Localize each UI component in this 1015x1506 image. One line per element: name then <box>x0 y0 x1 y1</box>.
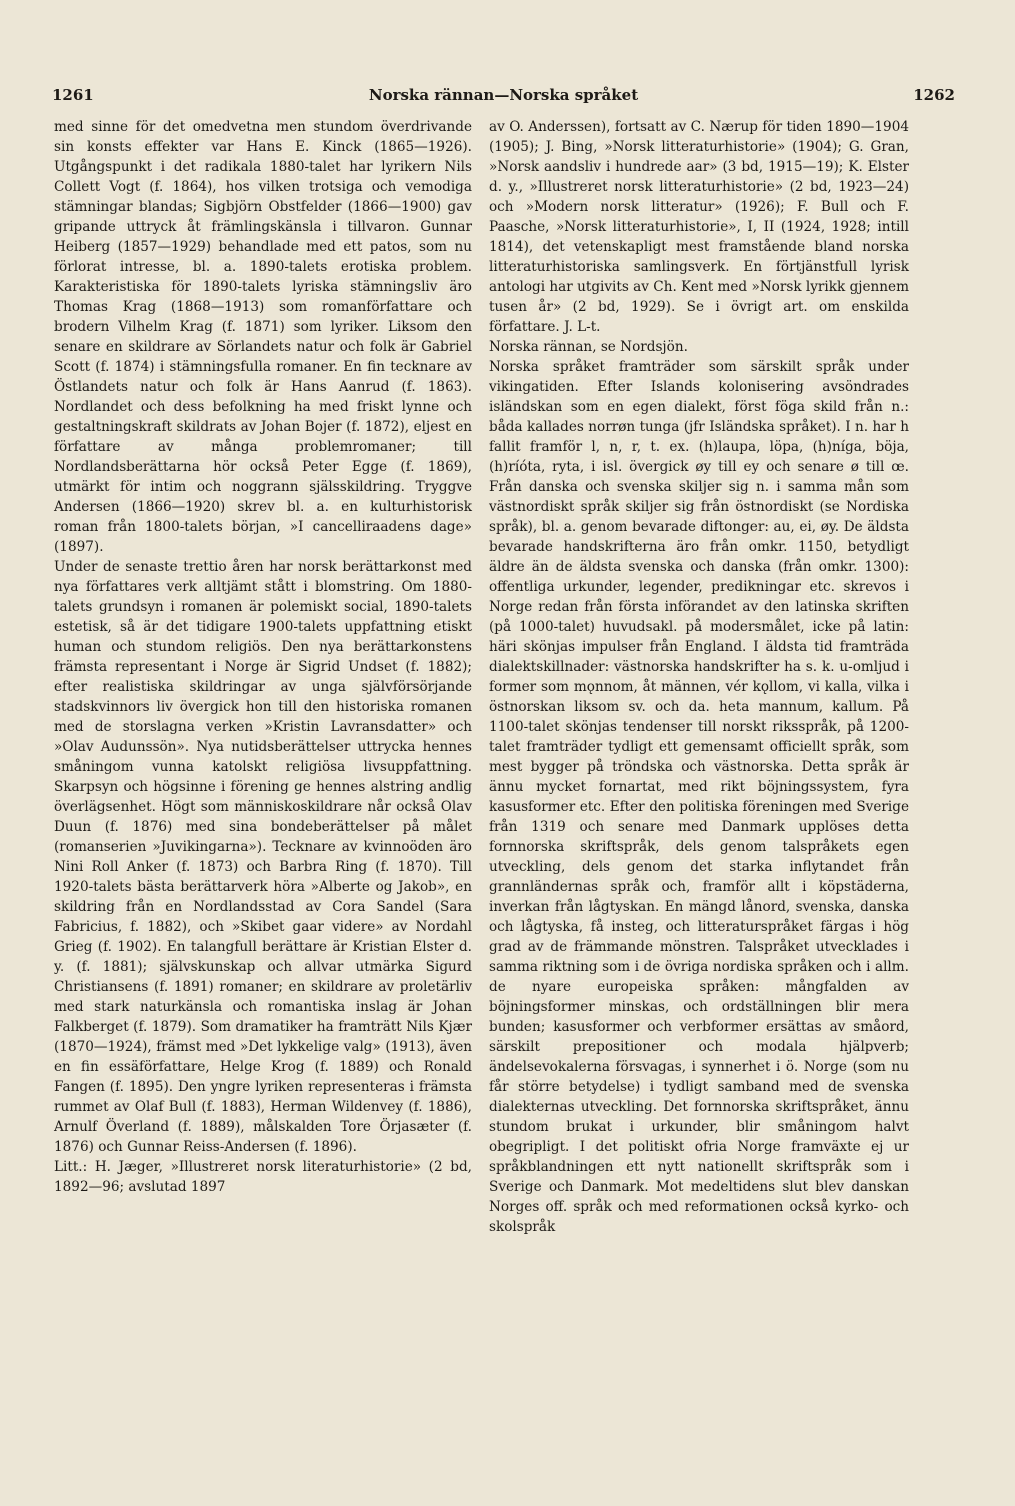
running-title: Norska rännan—Norska språket <box>368 86 639 104</box>
entry-norska-spraket: Norska språket framträder som särskilt språk under vikingatiden. Efter Islands kolonisering avsöndrades isländskan som en egen dialekt, först föga skild från n.: båda kallades norrøn tunga (jfr Isländska språket). I n. har h fallit framför l, n, r, t. ex. (h)laupa, löpa, (h)níga, böja, (h)ríóta, ryta, i isl. övergick øy till ey och senare ø till œ. Från danska och svenska skiljer sig n. i samma mån som västnordiskt språk skiljer sig från östnordiskt (se Nordiska språk), bl. a. genom bevarade diftonger: au, ei, øy. De äldsta bevarade handskrifterna äro från omkr. 1150, betydligt äldre än de äldsta svenska och danska (från omkr. 1300): offentliga urkunder, legender, predikningar etc. skrevos i Norge redan från första införandet av den latinska skriften (på 1000-talet) huvudsakl. på modersmålet, icke på latin: häri skönjas impulser från England. I äldsta tid framträda dialektskillnader: västnorska handskrifter ha s. k. u-omljud i former som mǫnnom, åt männen, vér kǫllom, vi kalla, vilka i östnorskan liksom sv. och da. heta mannum, kallum. På 1100-talet skönjas tendenser till norskt riksspråk, på 1200-talet framträder tydligt ett gemensamt officiellt språk, som mest bygger på tröndska och västnorska. Detta språk är ännu mycket fornartat, med rikt böjningssystem, fyra kasusformer etc. Efter den politiska föreningen med Sverige från 1319 och senare med Danmark upplöses detta fornnorska skriftspråk, dels genom talspråkets egen utveckling, dels genom det starka inflytandet från grannländernas språk och, framför allt i köpstäderna, inverkan från lågtyskan. En mängd lånord, svenska, danska och lågtyska, få insteg, och litteraturspråket färgas i hög grad av de främmande mönstren. Talspråket utvecklades i samma riktning som i de övriga nordiska språken och i allm. de nyare europeiska språken: mångfalden av böjningsformer minskas, och ordställningen blir mera bunden; kasusformer och verbformer ersättas av småord, särskilt prepositioner och modala hjälpverb; ändelsevokalerna försvagas, i synnerhet i ö. Norge (som nu får större betydelse) i tydligt samband med de svenska dialekternas utveckling. Det fornnorska skriftspråket, ännu stundom brukat i urkunder, blir småningom halvt obegripligt. I det politiskt ofria Norge framväxte ej ur språkblandningen ett nytt nationellt skriftspråk som i Sverige och Danmark. Mot medeltidens slut blev danskan Norges off. språk och med reformationen också kyrko- och skolspråk <box>489 359 909 1235</box>
right-column <box>489 117 909 1237</box>
paragraph: med sinne för det omedvetna men stundom överdrivande sin konsts effekter var Hans E. Kinck (1865—1926). Utgångspunkt i det radikala 1880-talet har lyrikern Nils Collett Vogt (f. 1864), hos vilken trotsiga och vemodiga stämningar blandas; Sigbjörn Obstfelder (1866—1900) gav gripande uttryck åt främlingskänsla i tillvaron. Gunnar Heiberg (1857—1929) behandlade med ett patos, som nu förlorat intresse, bl. a. 1890-talets erotiska problem. Karakteristiska för 1890-talets lyriska stämningsliv äro Thomas Krag (1868—1913) som romanförfattare och brodern Vilhelm Krag (f. 1871) som lyriker. Liksom den senare en skildrare av Sörlandets natur och folk är Gabriel Scott (f. 1874) i stämningsfulla romaner. En fin tecknare av Östlandets natur och folk är Hans Aanrud (f. 1863). Nordlandet och dess befolkning ha med friskt lynne och gestaltningskraft skildrats av Johan Bojer (f. 1872), eljest en författare av många problemromaner; till Nordlandsberättarna hör också Peter Egge (f. 1869), utmärkt för intim och noggrann själsskildring. Tryggve Andersen (1866—1920) skrev bl. a. en kulturhistorisk roman från 1800-talets början, »I cancelliraadens dage» (1897). <box>54 119 472 555</box>
paragraph: Litt.: H. Jæger, »Illustreret norsk literaturhistorie» (2 bd, 1892—96; avslutad 1897 <box>54 1159 472 1195</box>
page-header <box>52 86 955 108</box>
paragraph: Under de senaste trettio åren har norsk berättarkonst med nya författares verk alltjämt stått i blomstring. Om 1880-talets grundsyn i romanen är polemiskt social, 1890-talets estetisk, så är det tidigare 1900-talets uppfattning etiskt human och stundom religiös. Den nya berättarkonstens främsta representant i Norge är Sigrid Undset (f. 1882); efter realistiska skildringar av unga självförsörjande stadskvinnors liv övergick hon till den historiska romanen med de storslagna verken »Kristin Lavransdatter» och »Olav Audunssön». Nya nutidsberättelser uttrycka hennes småningom vunna katolskt religiösa livsuppfattning. Skarpsyn och högsinne i förening ge hennes alstring andlig överlägsenhet. Högt som människoskildrare når också Olav Duun (f. 1876) med sina bondeberättelser på målet (romanserien »Juvikingarna»). Tecknare av kvinnoöden äro Nini Roll Anker (f. 1873) och Barbra Ring (f. 1870). Till 1920-talets bästa berättarverk höra »Alberte og Jakob», en skildring från en Nordlandsstad av Cora Sandel (Sara Fabricius, f. 1882), och »Skibet gaar videre» av Nordahl Grieg (f. 1902). En talangfull berättare är Kristian Elster d. y. (f. 1881); självskunskap och allvar utmärka Sigurd Christiansens (f. 1891) romaner; en skildrare av proletärliv med stark naturkänsla och romantiska inslag är Johan Falkberget (f. 1879). Som dramatiker ha framträtt Nils Kjær (1870—1924), främst med »Det lykkelige valg» (1913), även en fin essäförfattare, Helge Krog (f. 1889) och Ronald Fangen (f. 1895). Den yngre lyriken representeras i främsta rummet av Olaf Bull (f. 1883), Herman Wildenvey (f. 1886), Arnulf Överland (f. 1889), målskalden Tore Örjasæter (f. 1876) och Gunnar Reiss-Andersen (f. 1896). <box>54 559 472 1155</box>
page-number-left: 1261 <box>52 86 94 104</box>
page-number-right: 1262 <box>913 86 955 104</box>
paragraph: av O. Anderssen), fortsatt av C. Nærup för tiden 1890—1904 (1905); J. Bing, »Norsk litteraturhistorie» (1904); G. Gran, »Norsk aandsliv i hundrede aar» (3 bd, 1915—19); K. Elster d. y., »Illustreret norsk litteraturhistorie» (2 bd, 1923—24) och »Modern norsk litteratur» (1926); F. Bull och F. Paasche, »Norsk litteraturhistorie», I, II (1924, 1928; intill 1814), det vetenskapligt mest framstående bland norska litteraturhistoriska samlingsverk. En förtjänstfull lyrisk antologi har utgivits av Ch. Kent med »Norsk lyrikk gjennem tusen år» (2 bd, 1929). Se i övrigt art. om enskilda författare. J. L-t. <box>489 119 909 335</box>
entry-norska-rannan: Norska rännan, se Nordsjön. <box>489 339 688 355</box>
left-column <box>54 117 472 1197</box>
